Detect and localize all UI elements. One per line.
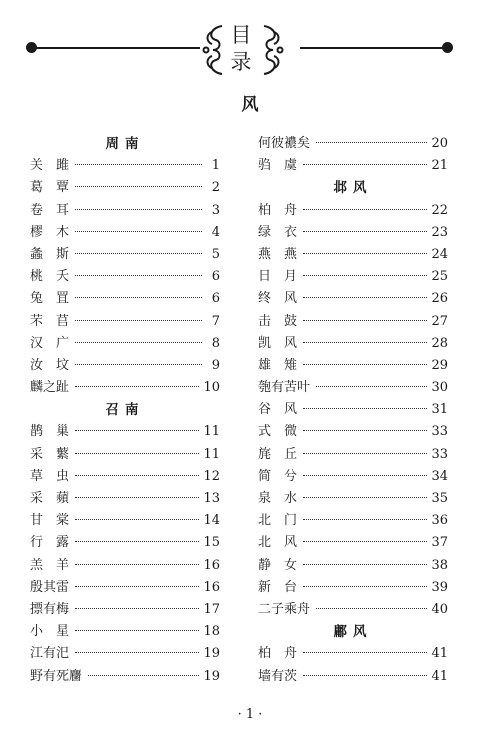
entry-page: 4	[211, 224, 220, 240]
entry-title: 野有死麕	[30, 668, 83, 684]
section-heading: 周南	[105, 136, 145, 152]
entry-title: 葛 覃	[30, 180, 70, 196]
right-dot-ornament	[442, 42, 453, 53]
dot-leader	[303, 497, 427, 498]
entry-page: 36	[431, 513, 448, 529]
toc-entry[interactable]	[30, 222, 220, 244]
toc-entry[interactable]	[258, 666, 448, 688]
entry-page: 37	[431, 535, 448, 551]
entry-title: 击 鼓	[258, 313, 298, 329]
entry-page: 34	[431, 468, 448, 484]
dot-leader	[75, 541, 199, 542]
dot-leader	[75, 297, 202, 298]
entry-title: 桃 夭	[30, 269, 70, 285]
dot-leader	[303, 320, 427, 321]
entry-page: 28	[431, 335, 448, 351]
toc-entry[interactable]	[258, 421, 448, 443]
section-heading: 鄘风	[333, 624, 373, 641]
dot-leader	[75, 564, 199, 565]
entry-page: 19	[203, 646, 220, 662]
dot-leader	[303, 408, 427, 409]
dot-leader	[75, 608, 199, 609]
dot-leader	[88, 675, 199, 676]
toc-entry[interactable]	[30, 510, 220, 532]
entry-page: 21	[431, 158, 448, 174]
dot-leader	[303, 475, 427, 476]
dot-leader	[303, 164, 427, 165]
dot-leader	[75, 364, 202, 365]
entry-page: 8	[211, 335, 220, 351]
entry-title: 柏 舟	[258, 646, 298, 662]
entry-title: 北 风	[258, 535, 298, 551]
entry-page: 31	[431, 402, 448, 418]
toc-entry[interactable]	[258, 222, 448, 244]
dot-leader	[75, 164, 202, 165]
dot-leader	[303, 231, 427, 232]
dot-leader	[75, 209, 202, 210]
entry-title: 二子乘舟	[258, 601, 311, 617]
dot-leader	[75, 652, 199, 653]
part-title: 风	[241, 95, 259, 115]
entry-page: 5	[211, 246, 220, 262]
entry-page: 10	[203, 380, 220, 396]
toc-entry[interactable]	[258, 577, 448, 599]
entry-title: 螽 斯	[30, 246, 70, 262]
toc-entry[interactable]	[258, 333, 448, 355]
entry-title: 旄 丘	[258, 446, 298, 462]
toc-entry[interactable]	[258, 244, 448, 266]
toc-entry[interactable]	[258, 466, 448, 488]
toc-entry[interactable]	[258, 355, 448, 377]
entry-page: 33	[431, 446, 448, 462]
toc-entry[interactable]	[258, 599, 448, 621]
entry-page: 33	[431, 424, 448, 440]
toc-entry[interactable]	[30, 288, 220, 310]
toc-entry[interactable]	[258, 643, 448, 665]
entry-page: 9	[211, 357, 220, 373]
entry-page: 17	[203, 601, 220, 617]
entry-title: 绿 衣	[258, 224, 298, 240]
entry-title: 殷其雷	[30, 579, 70, 595]
dot-leader	[75, 386, 199, 387]
dot-leader	[303, 253, 427, 254]
dot-leader	[75, 430, 199, 431]
entry-page: 16	[203, 579, 220, 595]
toc-entry[interactable]	[258, 399, 448, 421]
entry-title: 卷 耳	[30, 202, 70, 218]
entry-title: 泉 水	[258, 491, 298, 506]
entry-page: 6	[211, 269, 220, 285]
entry-title: 燕 燕	[258, 246, 298, 262]
dot-leader	[303, 564, 427, 565]
entry-page: 35	[431, 491, 448, 506]
toc-entry[interactable]	[30, 421, 220, 443]
toc-entry[interactable]	[258, 532, 448, 554]
dot-leader	[303, 586, 427, 587]
dot-leader	[316, 142, 427, 143]
entry-title: 静 女	[258, 557, 298, 573]
toc-entry[interactable]	[30, 488, 220, 510]
header-rule-left	[30, 47, 200, 49]
entry-title: 关 雎	[30, 158, 70, 174]
entry-title: 谷 风	[258, 402, 298, 418]
entry-title: 终 风	[258, 291, 298, 307]
entry-page: 6	[211, 291, 220, 307]
entry-page: 12	[203, 468, 220, 484]
entry-title: 采 蘩	[30, 446, 70, 462]
toc-entry[interactable]	[258, 288, 448, 310]
entry-title: 羔 羊	[30, 557, 70, 573]
dot-leader	[75, 453, 199, 454]
dot-leader	[316, 608, 427, 609]
dot-leader	[303, 541, 427, 542]
entry-page: 39	[431, 579, 448, 595]
dot-leader	[303, 453, 427, 454]
entry-title: 兔 罝	[30, 291, 70, 307]
entry-page: 38	[431, 557, 448, 573]
toc-entry[interactable]	[30, 177, 220, 199]
toc-title-char-1: 目	[230, 23, 252, 47]
entry-page: 14	[203, 513, 220, 529]
entry-page: 13	[203, 491, 220, 506]
toc-entry[interactable]	[258, 444, 448, 466]
header-rule-right	[300, 47, 446, 49]
toc-entry[interactable]	[258, 133, 448, 155]
dot-leader	[303, 342, 427, 343]
toc-title-char-2: 录	[230, 50, 252, 74]
dot-leader	[75, 320, 202, 321]
left-scroll-ornament	[200, 22, 226, 78]
toc-entry[interactable]	[30, 666, 220, 688]
toc-entry[interactable]	[30, 621, 220, 643]
entry-title: 新 台	[258, 579, 298, 595]
dot-leader	[303, 675, 427, 676]
toc-entry[interactable]	[30, 377, 220, 399]
entry-title: 摽有梅	[30, 601, 70, 617]
section-heading: 邶风	[333, 180, 373, 197]
toc-entry[interactable]	[258, 200, 448, 222]
toc-entry[interactable]	[30, 599, 220, 621]
entry-title: 墙有茨	[258, 668, 298, 684]
toc-entry[interactable]	[30, 577, 220, 599]
entry-title: 樛 木	[30, 224, 70, 240]
dot-leader	[75, 186, 202, 187]
toc-entry[interactable]	[30, 532, 220, 554]
entry-title: 汝 坟	[30, 357, 70, 373]
entry-title: 匏有苦叶	[258, 380, 311, 396]
dot-leader	[75, 231, 202, 232]
toc-entry[interactable]	[30, 355, 220, 377]
entry-title: 草 虫	[30, 468, 70, 484]
entry-page: 40	[431, 601, 448, 617]
entry-page: 3	[211, 202, 220, 218]
toc-entry[interactable]	[30, 643, 220, 665]
toc-entry[interactable]	[30, 333, 220, 355]
entry-page: 11	[203, 446, 220, 462]
toc-entry[interactable]	[258, 488, 448, 510]
page-header	[0, 0, 500, 100]
entry-page: 41	[431, 646, 448, 662]
entry-title: 江有汜	[30, 646, 70, 662]
entry-page: 22	[431, 202, 448, 218]
dot-leader	[303, 364, 427, 365]
entry-title: 驺 虞	[258, 158, 298, 174]
toc-entry[interactable]	[30, 466, 220, 488]
toc-column-left	[30, 133, 220, 688]
dot-leader	[316, 386, 427, 387]
entry-title: 日 月	[258, 269, 298, 285]
dot-leader	[75, 630, 199, 631]
entry-page: 27	[431, 313, 448, 329]
toc-entry[interactable]	[30, 444, 220, 466]
toc-entry[interactable]	[30, 200, 220, 222]
dot-leader	[303, 209, 427, 210]
right-scroll-ornament	[260, 22, 286, 78]
entry-page: 18	[203, 624, 220, 640]
entry-page: 2	[211, 180, 220, 196]
entry-title: 甘 棠	[30, 513, 70, 529]
toc-entry[interactable]	[30, 155, 220, 177]
entry-title: 麟之趾	[30, 380, 70, 396]
toc-entry[interactable]	[30, 555, 220, 577]
entry-title: 行 露	[30, 535, 70, 551]
entry-page: 30	[431, 380, 448, 396]
toc-entry[interactable]	[30, 266, 220, 288]
dot-leader	[303, 519, 427, 520]
entry-page: 29	[431, 357, 448, 373]
entry-title: 汉 广	[30, 335, 70, 351]
toc-entry[interactable]	[258, 155, 448, 177]
toc-entry[interactable]	[258, 266, 448, 288]
entry-title: 鹊 巢	[30, 424, 70, 440]
dot-leader	[303, 275, 427, 276]
dot-leader	[75, 342, 202, 343]
dot-leader	[303, 652, 427, 653]
toc-title	[224, 22, 258, 76]
entry-title: 雄 雉	[258, 357, 298, 373]
dot-leader	[303, 297, 427, 298]
dot-leader	[75, 586, 199, 587]
entry-title: 芣 苢	[30, 313, 70, 329]
entry-page: 15	[203, 535, 220, 551]
entry-page: 11	[203, 424, 220, 440]
entry-page: 7	[211, 313, 220, 329]
toc-entry[interactable]	[30, 311, 220, 333]
toc-entry[interactable]	[258, 555, 448, 577]
entry-title: 式 微	[258, 424, 298, 440]
toc-entry[interactable]	[30, 244, 220, 266]
entry-page: 23	[431, 224, 448, 240]
toc-entry[interactable]	[258, 377, 448, 399]
entry-page: 26	[431, 291, 448, 307]
page-number: · 1 ·	[237, 707, 263, 722]
entry-page: 20	[431, 136, 448, 151]
entry-title: 北 门	[258, 513, 298, 529]
entry-page: 1	[211, 158, 220, 174]
dot-leader	[75, 497, 199, 498]
dot-leader	[75, 475, 199, 476]
entry-title: 柏 舟	[258, 202, 298, 218]
entry-title: 采 蘋	[30, 491, 70, 506]
toc-entry[interactable]	[258, 311, 448, 333]
entry-title: 何彼襛矣	[258, 136, 311, 151]
entry-page: 16	[203, 557, 220, 573]
entry-title: 凯 风	[258, 335, 298, 351]
entry-page: 19	[203, 668, 220, 684]
dot-leader	[75, 253, 202, 254]
entry-page: 24	[431, 246, 448, 262]
dot-leader	[303, 430, 427, 431]
entry-page: 41	[431, 668, 448, 684]
entry-title: 小 星	[30, 624, 70, 640]
entry-title: 简 兮	[258, 468, 298, 484]
entry-page: 25	[431, 269, 448, 285]
section-heading: 召南	[105, 402, 145, 419]
toc-column-right	[258, 133, 448, 688]
dot-leader	[75, 275, 202, 276]
toc-entry[interactable]	[258, 510, 448, 532]
dot-leader	[75, 519, 199, 520]
